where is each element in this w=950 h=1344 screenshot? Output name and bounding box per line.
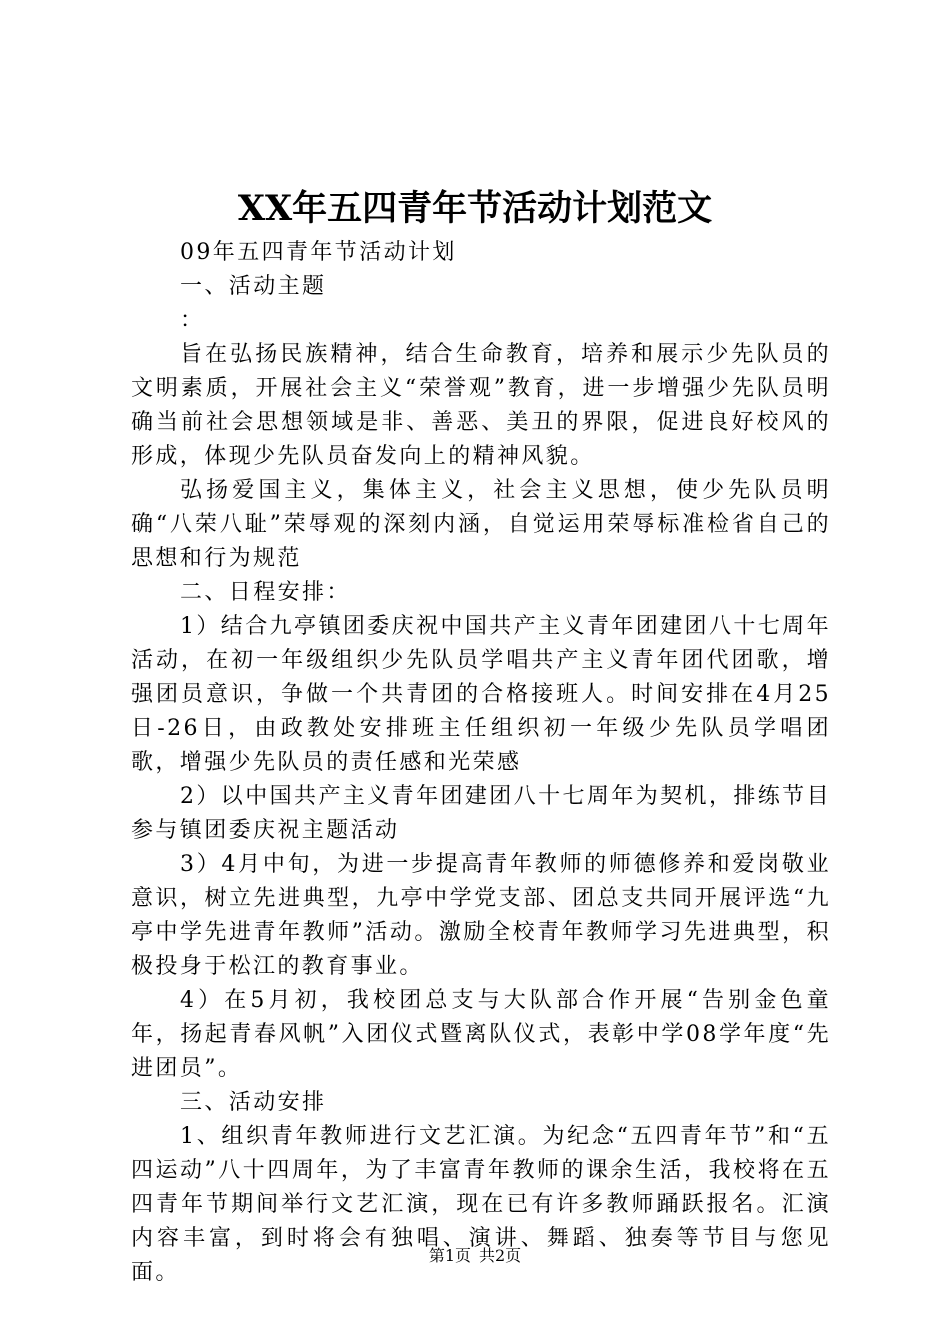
document-title: XX年五四青年节活动计划范文 bbox=[237, 188, 713, 229]
page-number-total: 共2页 bbox=[479, 1246, 522, 1265]
page-footer bbox=[0, 1244, 950, 1268]
heading-arrangement: 三、活动安排 bbox=[180, 1090, 327, 1115]
document-body bbox=[131, 236, 831, 1290]
paragraph-subtitle: 09年五四青年节活动计划 bbox=[180, 240, 457, 265]
paragraph-schedule-1: 1）结合九亭镇团委庆祝中国共产主义青年团建团八十七周年活动，在初一年级组织少先队员学唱共产主义青年团代团歌，增强团员意识，争做一个共青团的合格接班人。时间安排在4月25日-26日，由政教处安排班主任组织初一年级少先队员学唱团歌，增强少先队员的责任感和光荣感 bbox=[131, 614, 831, 775]
paragraph-colon: ： bbox=[180, 308, 205, 333]
paragraph-theme-purpose: 旨在弘扬民族精神，结合生命教育，培养和展示少先队员的文明素质，开展社会主义“荣誉观”教育，进一步增强少先队员明确当前社会思想领域是非、善恶、美丑的界限，促进良好校风的形成，体现少先队员奋发向上的精神风貌。 bbox=[131, 342, 831, 469]
paragraph-schedule-4: 4）在5月初，我校团总支与大队部合作开展“告别金色童年，扬起青春风帆”入团仪式暨离队仪式，表彰中学08学年度“先进团员”。 bbox=[131, 988, 831, 1081]
paragraph-arrangement-1: 1、组织青年教师进行文艺汇演。为纪念“五四青年节”和“五四运动”八十四周年，为了丰富青年教师的课余生活，我校将在五四青年节期间举行文艺汇演，现在已有许多教师踊跃报名。汇演内容丰富，到时将会有独唱、演讲、舞蹈、独奏等节目与您见面。 bbox=[131, 1124, 831, 1285]
paragraph-schedule-3: 3）4月中旬，为进一步提高青年教师的师德修养和爱岗敬业意识，树立先进典型，九亭中学党支部、团总支共同开展评选“九亭中学先进青年教师”活动。激励全校青年教师学习先进典型，积极投身于松江的教育事业。 bbox=[131, 852, 831, 979]
paragraph-schedule-2: 2）以中国共产主义青年团建团八十七周年为契机，排练节目参与镇团委庆祝主题活动 bbox=[131, 784, 831, 843]
page-number-current: 第1页 bbox=[428, 1246, 471, 1265]
paragraph-theme-patriotism: 弘扬爱国主义，集体主义，社会主义思想，使少先队员明确“八荣八耻”荣辱观的深刻内涵，自觉运用荣辱标准检省自己的思想和行为规范 bbox=[131, 478, 831, 571]
heading-activity-theme: 一、活动主题 bbox=[180, 274, 327, 299]
heading-schedule: 二、日程安排： bbox=[180, 580, 351, 605]
